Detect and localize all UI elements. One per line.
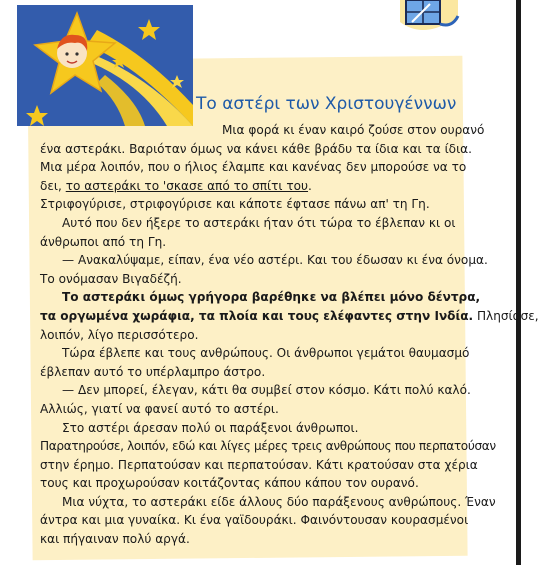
story-line: άντρα και μια γυναίκα. Κι ένα γαϊδουράκι. Φαινόντουσαν κουρασμένοι <box>40 513 469 528</box>
story-text: . <box>308 178 312 193</box>
story-line: και πήγαιναν πολύ αργά. <box>40 532 190 547</box>
story-text: Πλησίασε, <box>473 308 539 323</box>
bold-phrase: τα οργωμένα χωράφια, τα πλοία και τους ελέφαντες στην Ινδία. <box>40 308 474 323</box>
story-line: Στριφογύρισε, στριφογύρισε και κάποτε έφτασε πάνω απ' τη Γη. <box>40 197 430 212</box>
story-line: λοιπόν, λίγο περισσότερο. <box>40 327 199 342</box>
story-line: — Ανακαλύψαμε, είπαν, ένα νέο αστέρι. Και του έδωσαν κι ένα όνομα. <box>62 253 488 268</box>
story-line: τους και προχωρούσαν κοιτάζοντας κάπου κάπου τον ουρανό. <box>40 476 419 491</box>
story-line: Αυτό που δεν ήξερε το αστεράκι ήταν ότι τώρα το έβλεπαν κι οι <box>62 215 456 230</box>
story-line: — Δεν μπορεί, έλεγαν, κάτι θα συμβεί στον κόσμο. Κάτι πολύ καλό. <box>62 383 471 398</box>
shooting-star-illustration <box>17 5 193 126</box>
story-line: Μια μέρα λοιπόν, που ο ήλιος έλαμπε και κανένας δεν μπορούσε να το <box>40 160 467 175</box>
story-line <box>40 307 539 326</box>
story-line: Μια νύχτα, το αστεράκι είδε άλλους δύο παράξενους ανθρώπους. Έναν <box>62 494 496 509</box>
story-line: ένα αστεράκι. Βαριόταν όμως να κάνει κάθε βράδυ τα ίδια και τα ίδια. <box>40 141 472 156</box>
story-line: Παρατηρούσε, λοιπόν, εδώ και λίγες μέρες τρεις ανθρώπους που περπατούσαν <box>40 439 496 454</box>
story-text: δει, <box>40 178 66 193</box>
story-title: Το αστέρι των Χριστουγέννων <box>196 94 457 114</box>
underlined-phrase: το αστεράκι το 'σκασε από το σπίτι του <box>65 178 309 193</box>
story-line: Αλλιώς, γιατί να φανεί αυτό το αστέρι. <box>40 401 279 416</box>
story-line: στην έρημο. Περπατούσαν και περπατούσαν. Κάτι κρατούσαν στα χέρια <box>40 457 478 472</box>
story-line: Τώρα έβλεπε και τους ανθρώπους. Οι άνθρωποι γεμάτοι θαυμασμό <box>62 346 470 361</box>
story-line: άνθρωποι από τη Γη. <box>40 234 167 249</box>
story-line: Στο αστέρι άρεσαν πολύ οι παράξενοι άνθρωποι. <box>62 420 359 435</box>
story-line: Μια φορά κι έναν καιρό ζούσε στον ουρανό <box>222 123 485 137</box>
story-line: έβλεπαν αυτό το υπέρλαμπρο άστρο. <box>40 364 266 379</box>
story-line: Το ονόμασαν Βιγαδέζή. <box>40 271 182 286</box>
window-illustration-icon <box>396 0 464 36</box>
story-body <box>40 121 539 549</box>
bold-story-line: Το αστεράκι όμως γρήγορα βαρέθηκε να βλέπει μόνο δέντρα, <box>62 290 481 305</box>
story-line <box>40 177 457 196</box>
page-edge-bar <box>516 0 521 565</box>
